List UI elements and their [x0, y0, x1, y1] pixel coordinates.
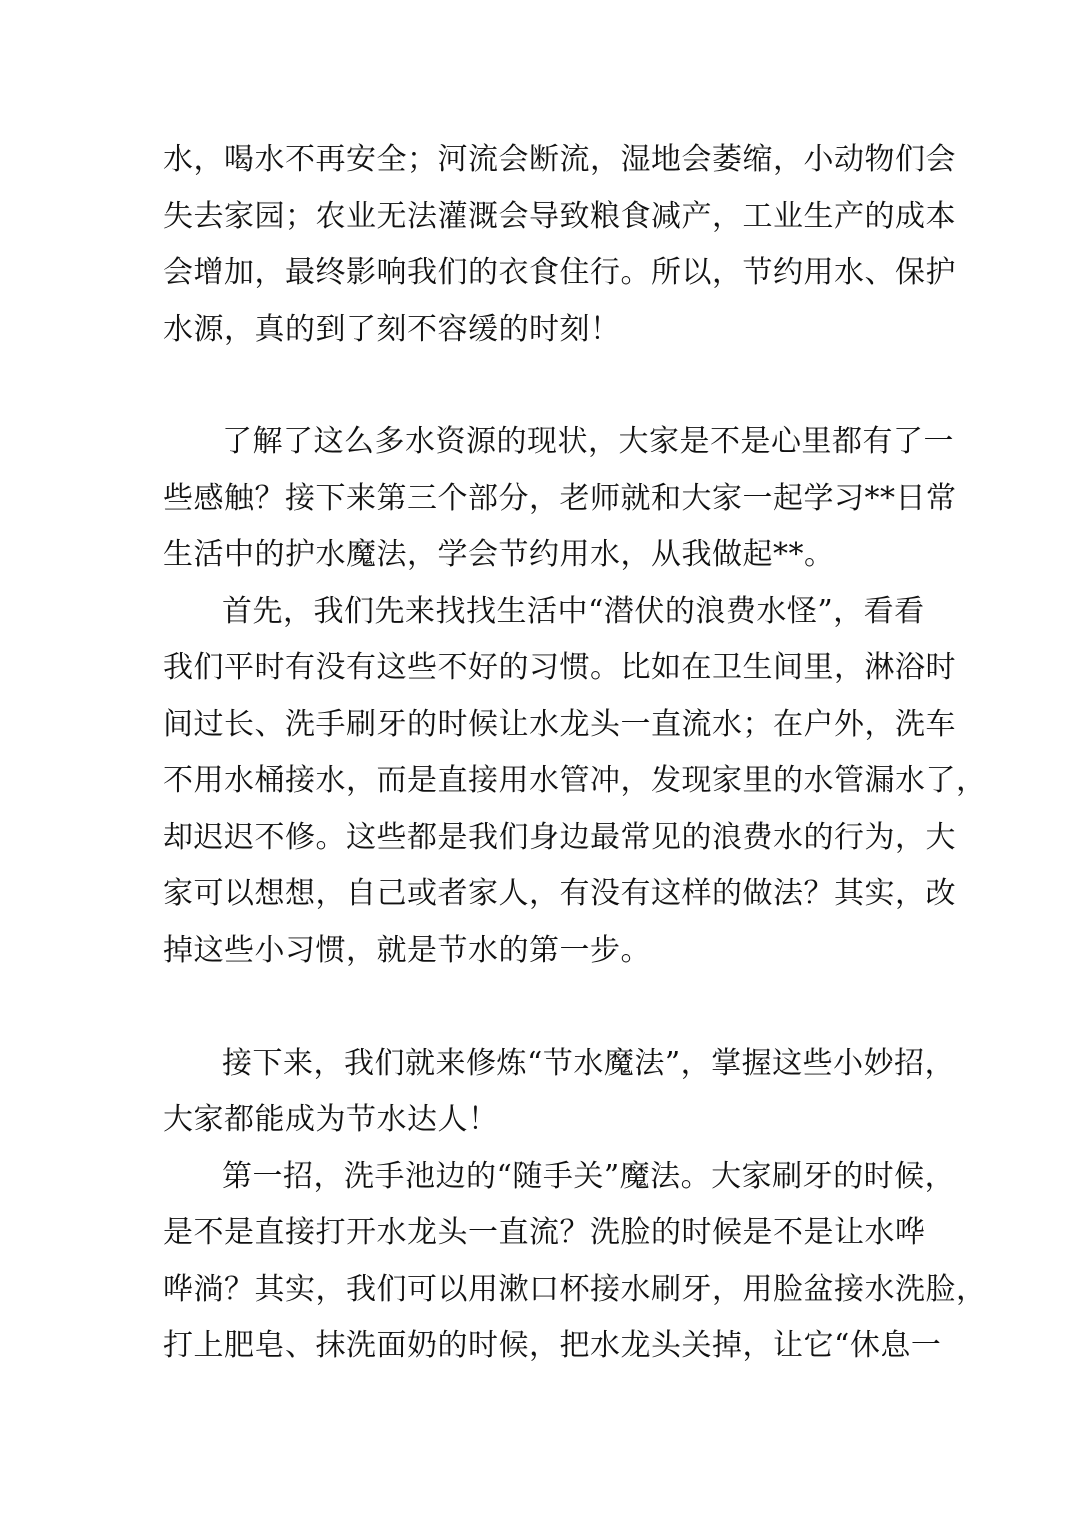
- text-line: 了解了这么多水资源的现状，大家是不是心里都有了一: [222, 424, 954, 459]
- text-line: 水源，真的到了刻不容缓的时刻！: [163, 312, 621, 347]
- text-line: 哗淌？其实，我们可以用漱口杯接水刷牙，用脸盆接水洗脸，: [163, 1272, 987, 1307]
- text-line: 打上肥皂、抹洗面奶的时候，把水龙头关掉，让它“休息一: [163, 1328, 942, 1363]
- text-line: 首先，我们先来找找生活中“潜伏的浪费水怪”，看看: [222, 594, 925, 629]
- text-line: 大家都能成为节水达人！: [163, 1102, 499, 1137]
- text-line: 失去家园；农业无法灌溉会导致粮食减产，工业生产的成本: [163, 199, 956, 234]
- text-line: 会增加，最终影响我们的衣食住行。所以，节约用水、保护: [163, 255, 956, 290]
- text-line: 些感触？接下来第三个部分，老师就和大家一起学习**日常: [163, 481, 957, 516]
- text-line: 不用水桶接水，而是直接用水管冲，发现家里的水管漏水了，: [163, 763, 987, 798]
- text-line: 间过长、洗手刷牙的时候让水龙头一直流水；在户外，洗车: [163, 707, 956, 742]
- text-line: 水，喝水不再安全；河流会断流，湿地会萎缩，小动物们会: [163, 142, 956, 177]
- text-line: 是不是直接打开水龙头一直流？洗脸的时候是不是让水哗: [163, 1215, 926, 1250]
- text-line: 掉这些小习惯，就是节水的第一步。: [163, 933, 651, 968]
- text-line: 却迟迟不修。这些都是我们身边最常见的浪费水的行为，大: [163, 820, 956, 855]
- text-line: 第一招，洗手池边的“随手关”魔法。大家刷牙的时候，: [222, 1159, 956, 1194]
- text-line: 接下来，我们就来修炼“节水魔法”，掌握这些小妙招，: [222, 1046, 956, 1081]
- text-line: 生活中的护水魔法，学会节约用水，从我做起**。: [163, 537, 835, 572]
- text-line: 我们平时有没有这些不好的习惯。比如在卫生间里，淋浴时: [163, 650, 956, 685]
- text-line: 家可以想想，自己或者家人，有没有这样的做法？其实，改: [163, 876, 956, 911]
